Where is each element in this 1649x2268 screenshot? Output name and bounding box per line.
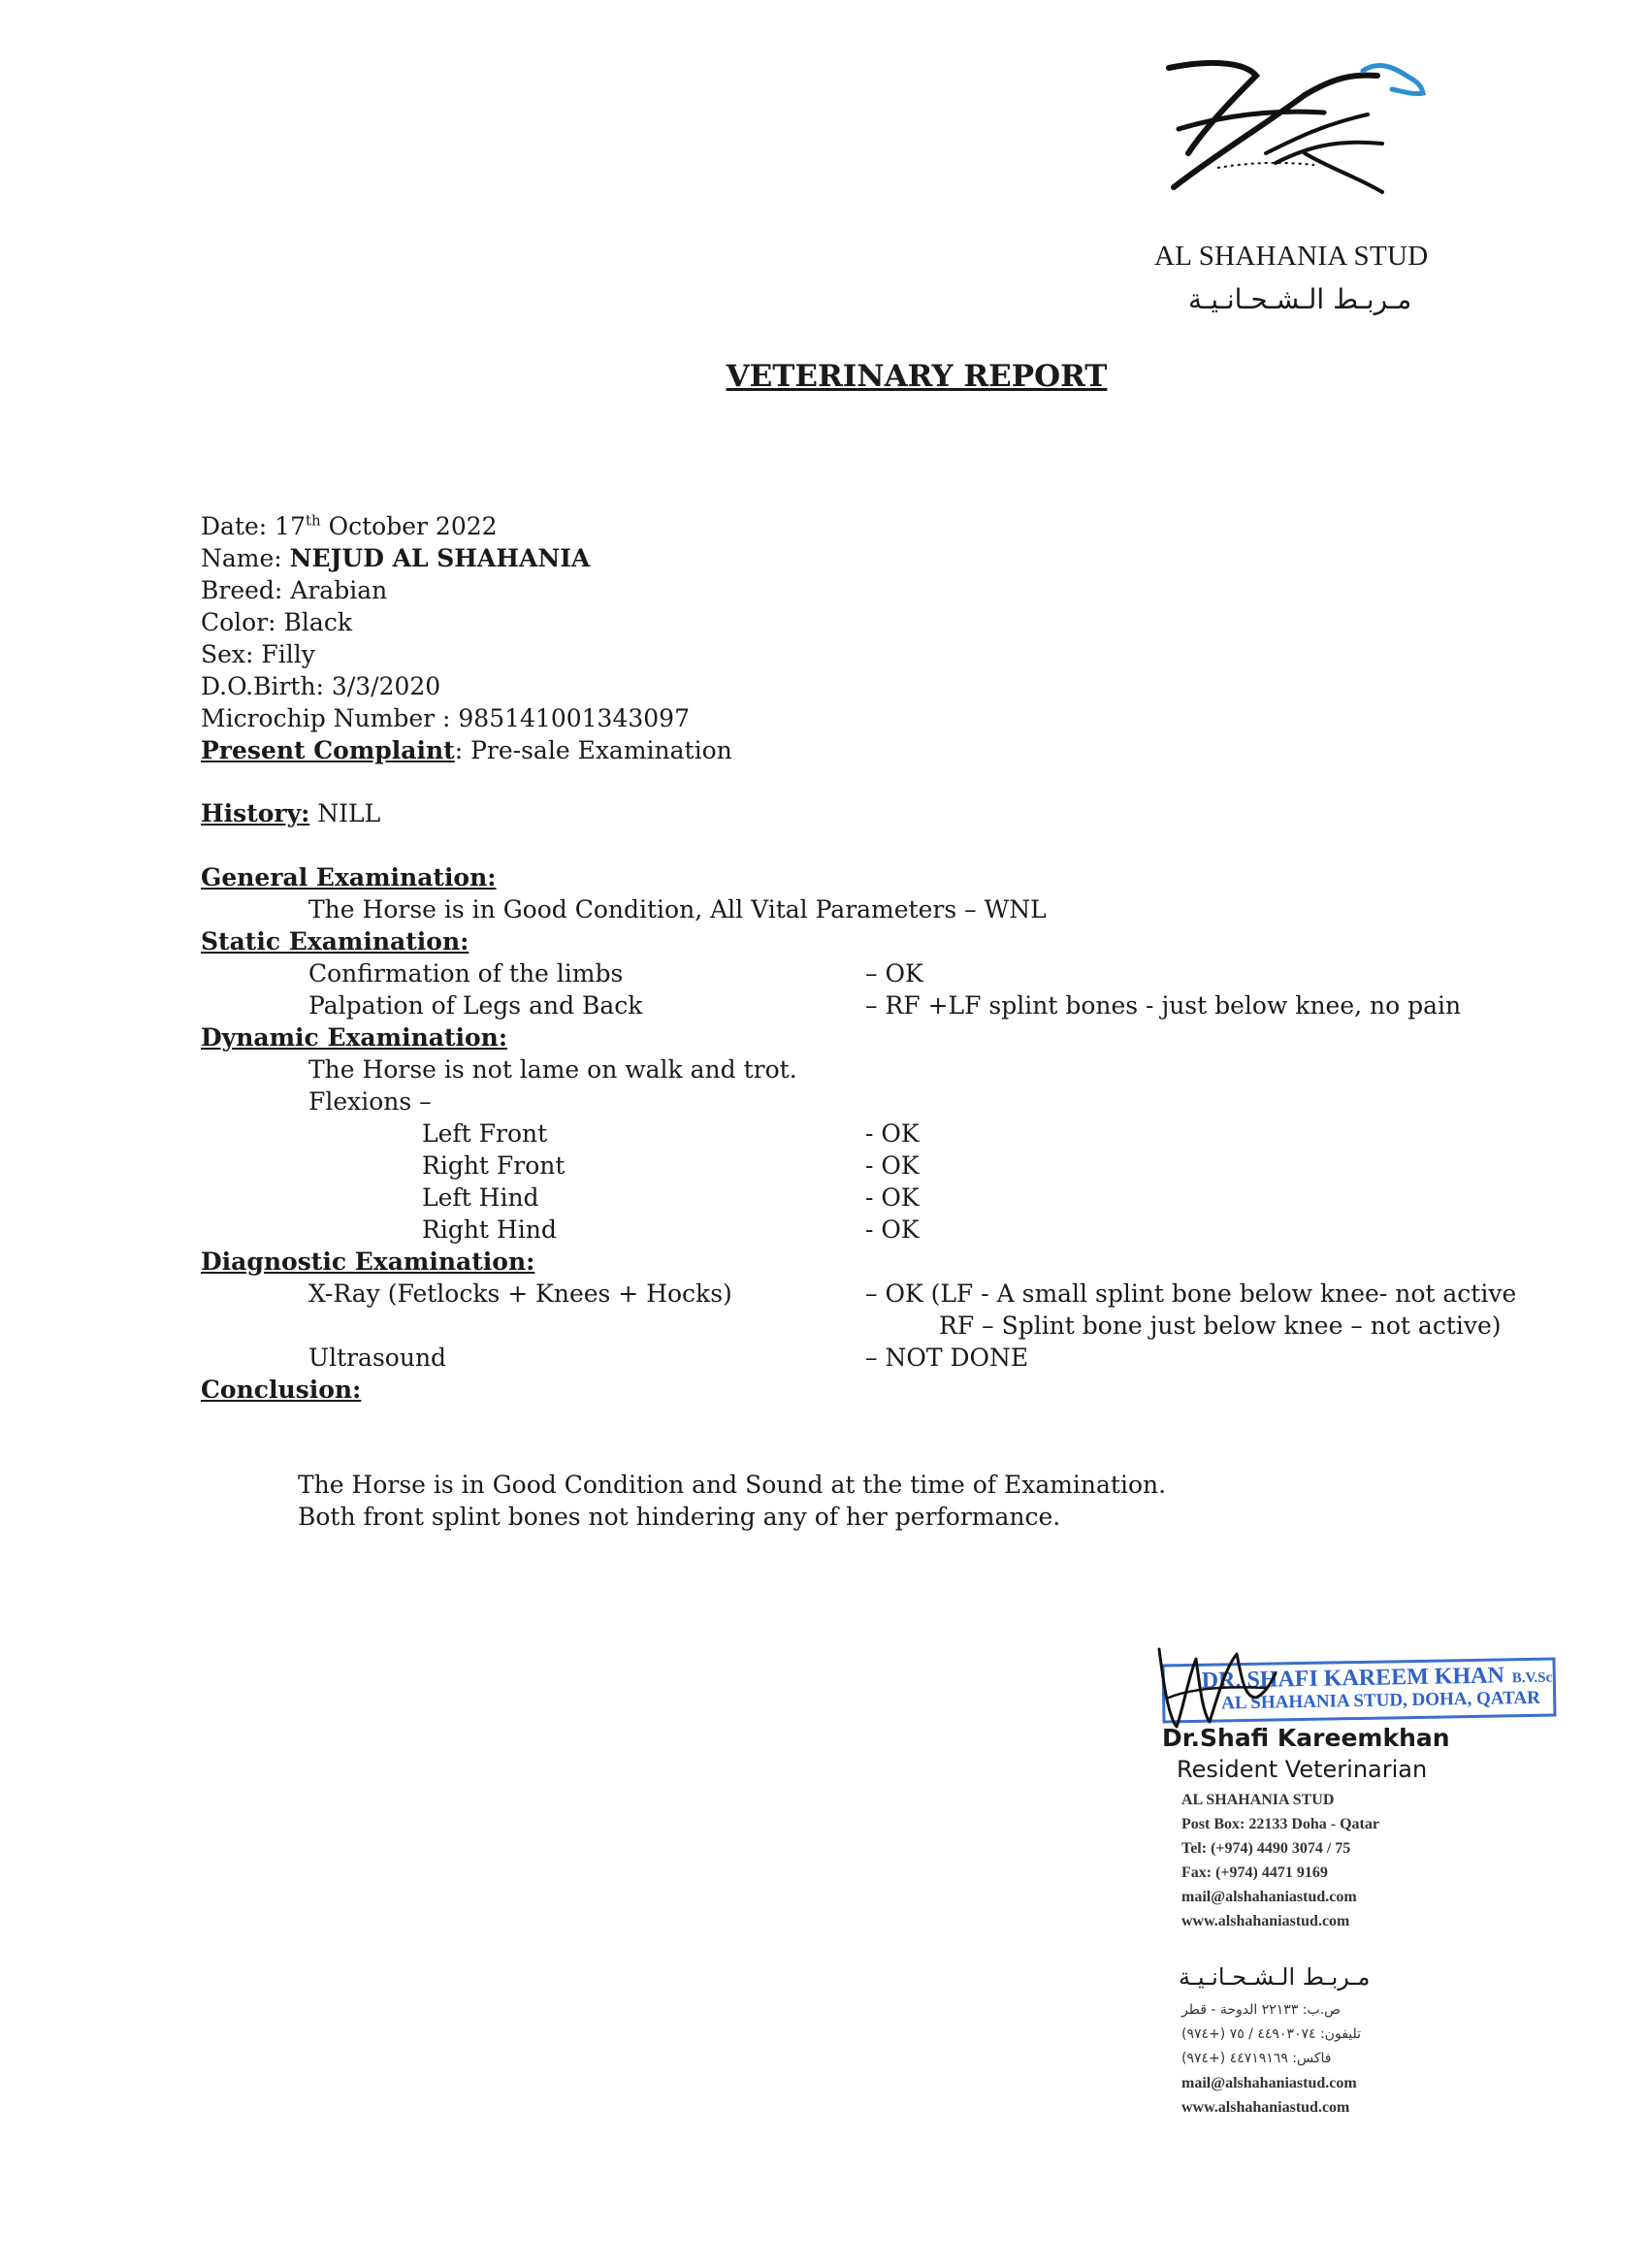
history-line: History: NILL — [201, 799, 381, 827]
xray-label: X-Ray (Fetlocks + Knees + Hocks) — [308, 1280, 732, 1308]
flexion-label: Left Front — [422, 1119, 548, 1148]
dynamic-exam-heading: Dynamic Examination: — [201, 1023, 508, 1052]
horse-name: NEJUD AL SHAHANIA — [289, 544, 591, 572]
brand-name-arabic: مـربـط الـشـحـانـيـة — [1188, 283, 1412, 315]
xray-result: – OK (LF - A small splint bone below knee- not active — [865, 1280, 1517, 1308]
signatory-website: www.alshahaniastud.com — [1181, 1913, 1350, 1929]
conclusion-line: The Horse is in Good Condition and Sound at the time of Examination. — [298, 1471, 1167, 1499]
flexion-label: Right Hind — [422, 1215, 557, 1244]
xray-result-continued: RF – Splint bone just below knee – not active) — [939, 1312, 1502, 1340]
flexions-label: Flexions – — [308, 1087, 432, 1116]
flexion-label: Left Hind — [422, 1183, 539, 1212]
arabic-tel: تليفون: ٤٤٩٠٣٠٧٤ / ٧٥ (+٩٧٤) — [1181, 2026, 1362, 2042]
flexion-result: - OK — [865, 1119, 920, 1148]
arabic-block-website: www.alshahaniastud.com — [1181, 2099, 1350, 2116]
flexion-label: Right Front — [422, 1151, 566, 1180]
brand-name: AL SHAHANIA STUD — [1154, 241, 1429, 272]
static-row-label: Palpation of Legs and Back — [308, 991, 643, 1020]
signatory-email: mail@alshahaniastud.com — [1181, 1889, 1357, 1905]
flexion-result: - OK — [865, 1151, 920, 1180]
signatory-fax: Fax: (+974) 4471 9169 — [1181, 1864, 1328, 1881]
report-title: VETERINARY REPORT — [726, 359, 1108, 394]
signatory-org: AL SHAHANIA STUD — [1181, 1792, 1335, 1808]
signatory-tel: Tel: (+974) 4490 3074 / 75 — [1181, 1840, 1351, 1857]
static-row-label: Confirmation of the limbs — [308, 959, 624, 988]
complaint-line: Present Complaint: Pre-sale Examination — [201, 736, 732, 764]
doctor-stamp: DR. SHAFI KAREEM KHAN B.V.Sc AL SHAHANIA STUD, DOHA, QATAR — [1161, 1657, 1556, 1723]
diagnostic-exam-heading: Diagnostic Examination: — [201, 1247, 535, 1276]
arabic-fax: فاكس: ٤٤٧١٩١٦٩ (+٩٧٤) — [1181, 2051, 1332, 2066]
general-exam-text: The Horse is in Good Condition, All Vital Parameters – WNL — [308, 895, 1047, 923]
color-line: Color: Black — [201, 608, 352, 636]
ultrasound-label: Ultrasound — [308, 1344, 447, 1372]
name-line: Name: NEJUD AL SHAHANIA — [201, 544, 591, 572]
arabic-org-name: مـربـط الـشـحـانـيـة — [1179, 1963, 1371, 1991]
dob-line: D.O.Birth: 3/3/2020 — [201, 672, 441, 700]
date-line: Date: 17th October 2022 — [201, 511, 498, 540]
signatory-name: Dr.Shafi Kareemkhan — [1162, 1724, 1450, 1752]
signatory-role: Resident Veterinarian — [1177, 1756, 1428, 1783]
general-exam-heading: General Examination: — [201, 863, 497, 891]
microchip-line: Microchip Number : 985141001343097 — [201, 704, 690, 732]
static-exam-heading: Static Examination: — [201, 927, 469, 956]
ultrasound-result: – NOT DONE — [865, 1344, 1029, 1372]
flexion-result: - OK — [865, 1183, 920, 1212]
sex-line: Sex: Filly — [201, 640, 315, 668]
dynamic-exam-text: The Horse is not lame on walk and trot. — [308, 1055, 797, 1084]
arabic-pobox: ص.ب: ٢٢١٣٣ الدوحة - قطر — [1181, 2002, 1342, 2018]
arabic-block-email: mail@alshahaniastud.com — [1181, 2075, 1357, 2091]
conclusion-line: Both front splint bones not hindering any of her performance. — [298, 1503, 1061, 1531]
horse-rider-logo-icon — [1159, 56, 1426, 211]
signatory-pobox: Post Box: 22133 Doha - Qatar — [1181, 1816, 1379, 1832]
static-row-result: – OK — [865, 959, 923, 988]
static-row-result: – RF +LF splint bones - just below knee, no pain — [865, 991, 1462, 1020]
flexion-result: - OK — [865, 1215, 920, 1244]
breed-line: Breed: Arabian — [201, 576, 388, 604]
conclusion-heading: Conclusion: — [201, 1376, 362, 1404]
